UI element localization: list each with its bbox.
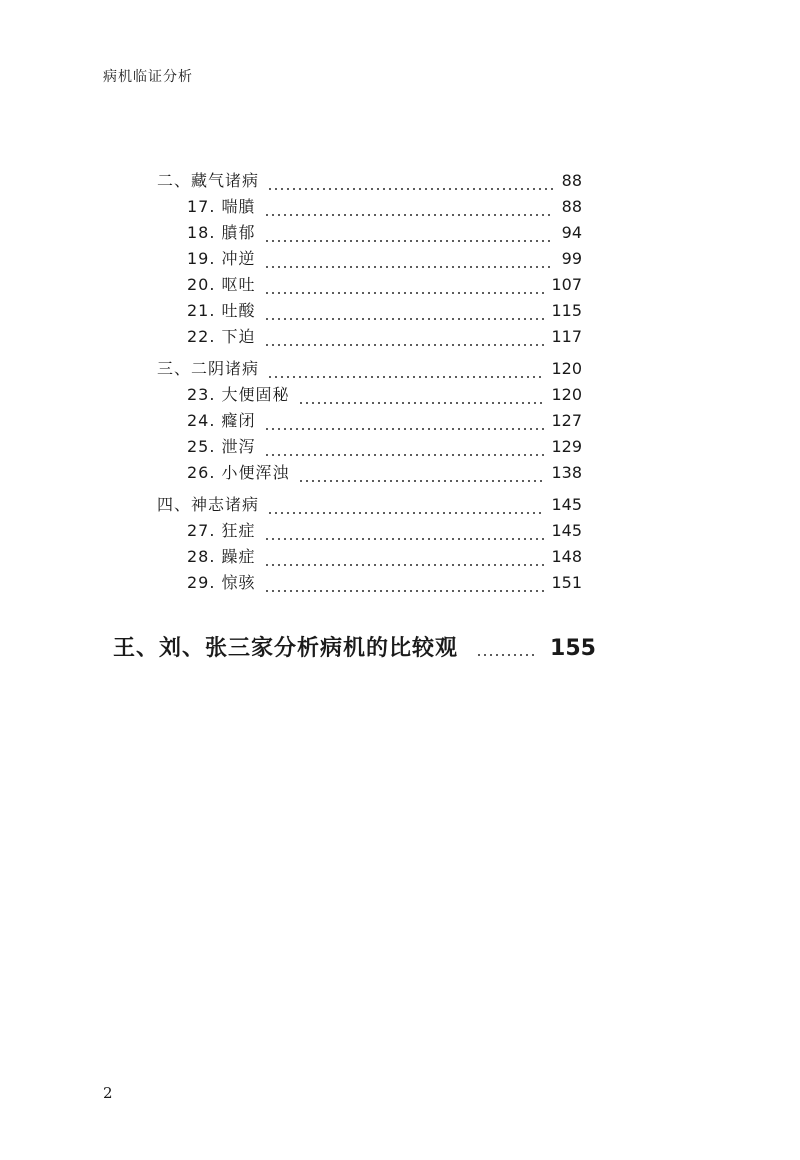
toc-entry[interactable] — [187, 408, 582, 434]
toc-entry-label: 21. 吐酸 — [187, 301, 256, 320]
toc-page-number: 117 — [551, 327, 582, 346]
toc-page-number: 127 — [551, 411, 582, 430]
dot-leader — [264, 428, 546, 430]
toc-entry-label: 25. 泄泻 — [187, 437, 256, 456]
toc-page-number: 145 — [551, 495, 582, 514]
running-title: 病机临证分析 — [103, 69, 193, 85]
toc-page-number: 138 — [551, 463, 582, 482]
toc-entry-label: 19. 冲逆 — [187, 249, 256, 268]
dot-leader — [264, 266, 554, 268]
toc-page-number: 94 — [561, 223, 582, 242]
dot-leader — [267, 376, 545, 378]
toc-page-number: 99 — [561, 249, 582, 268]
toc-entry[interactable] — [187, 434, 582, 460]
toc-section-label: 四、神志诸病 — [157, 495, 260, 514]
toc-page-number: 88 — [561, 171, 582, 190]
page-number: 2 — [103, 1084, 113, 1102]
toc-section-zangqi[interactable] — [157, 168, 582, 194]
toc-page-number: 148 — [551, 547, 582, 566]
toc-section-label: 三、二阴诸病 — [157, 359, 260, 378]
toc-entry[interactable] — [187, 544, 582, 570]
dot-leader — [264, 292, 546, 294]
toc-entry-label: 17. 喘膹 — [187, 197, 256, 216]
toc-page-number: 120 — [551, 385, 582, 404]
toc-page-number: 129 — [551, 437, 582, 456]
toc-entry[interactable] — [187, 194, 582, 220]
toc-entry-label: 29. 惊骇 — [187, 573, 256, 592]
toc-entry[interactable] — [187, 272, 582, 298]
toc-page-number: 155 — [550, 636, 596, 661]
toc-entry[interactable] — [187, 570, 582, 596]
dot-leader — [267, 512, 545, 514]
dot-leader — [298, 402, 546, 404]
dot-leader — [264, 240, 554, 242]
toc-section-label: 二、藏气诸病 — [157, 171, 260, 190]
dot-leader — [264, 538, 546, 540]
dot-leader — [264, 564, 546, 566]
toc-entry[interactable] — [187, 382, 582, 408]
toc-page-number: 145 — [551, 521, 582, 540]
toc-entry-label: 20. 呕吐 — [187, 275, 256, 294]
dot-leader — [298, 480, 546, 482]
toc-page-number: 88 — [561, 197, 582, 216]
toc-page-number: 120 — [551, 359, 582, 378]
toc-entry[interactable] — [187, 324, 582, 350]
toc-page-number: 107 — [551, 275, 582, 294]
toc-entry-label: 22. 下迫 — [187, 327, 256, 346]
dot-leader — [476, 654, 536, 656]
toc-section-shenzhi[interactable] — [157, 492, 582, 518]
toc-entry-label: 27. 狂症 — [187, 521, 256, 540]
toc-entry[interactable] — [187, 518, 582, 544]
dot-leader — [267, 188, 554, 190]
toc-entry[interactable] — [187, 298, 582, 324]
toc-entry[interactable] — [187, 460, 582, 486]
dot-leader — [264, 590, 546, 592]
toc-entry-label: 26. 小便浑浊 — [187, 463, 290, 482]
toc-entry[interactable] — [187, 246, 582, 272]
dot-leader — [264, 318, 546, 320]
dot-leader — [264, 214, 554, 216]
toc-page-number: 151 — [551, 573, 582, 592]
dot-leader — [264, 454, 546, 456]
toc-chapter-comparison[interactable] — [113, 630, 596, 666]
toc-entry-label: 23. 大便固秘 — [187, 385, 290, 404]
toc-section-eryin[interactable] — [157, 356, 582, 382]
toc-page-number: 115 — [551, 301, 582, 320]
toc-entry-label: 28. 躁症 — [187, 547, 256, 566]
toc-chapter-label: 王、刘、张三家分析病机的比较观 — [113, 635, 459, 661]
toc-entry-label: 18. 膹郁 — [187, 223, 256, 242]
toc-entry[interactable] — [187, 220, 582, 246]
toc-entry-label: 24. 癃闭 — [187, 411, 256, 430]
dot-leader — [264, 344, 546, 346]
